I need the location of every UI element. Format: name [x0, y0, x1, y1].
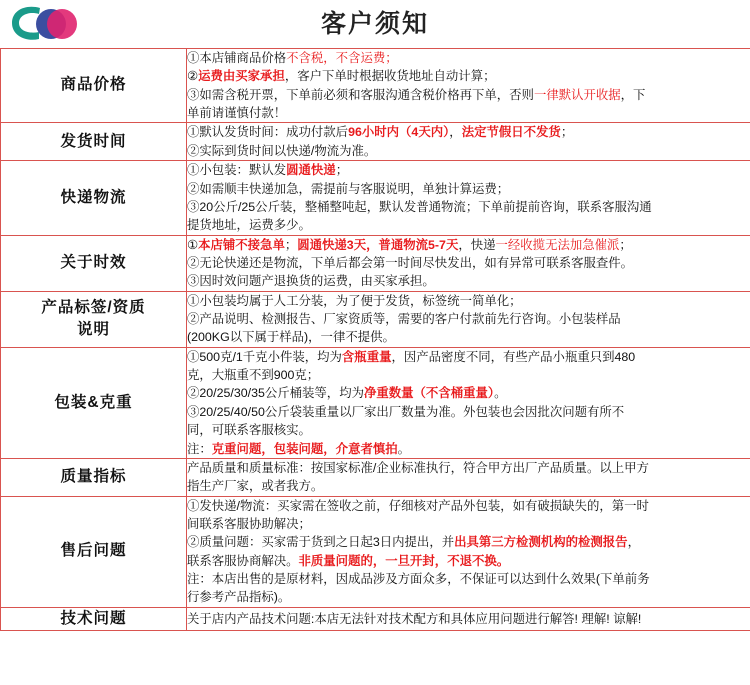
content-segment: 间联系客服协助解决； [187, 516, 311, 531]
content-segment: ②如需顺丰快递加急，需提前与客服说明，单独计算运费； [187, 181, 510, 196]
content-segment: 产品质量和质量标准：按国家标准/企业标准执行，符合甲方出厂产品质量。以上甲方 [187, 460, 649, 475]
content-segment: ， [627, 535, 640, 550]
content-segment: ①小包装：默认发 [187, 163, 287, 178]
content-line [187, 366, 750, 384]
content-segment: 一律默认开收据 [533, 87, 621, 102]
content-segment: ； [560, 125, 574, 140]
content-segment: 联系客服协商解决。 [187, 553, 299, 568]
content-segment: ②实际到货时间以快递/物流为准。 [187, 143, 377, 158]
content-segment: 法定节假日不发货 [461, 125, 561, 140]
row-content [187, 496, 750, 607]
content-segment: 运费由买家承担 [198, 69, 285, 84]
content-segment: ②质量问题：买家需于货到之日起3日内提出，并 [187, 535, 455, 550]
table-row [1, 123, 750, 161]
content-segment: 净重数量（不含桶重量） [363, 386, 495, 401]
row-label: 商品价格 [1, 49, 187, 123]
row-label: 质量指标 [1, 458, 187, 496]
row-label: 发货时间 [1, 123, 187, 161]
content-line [187, 384, 750, 402]
content-line [187, 570, 750, 588]
content-segment: 克重问题，包装问题，介意者慎拍 [211, 441, 398, 456]
row-content [187, 123, 750, 161]
content-segment: ，下 [620, 87, 646, 102]
content-segment: ①本店铺商品价格 [187, 51, 287, 65]
content-line [187, 67, 750, 85]
content-line [187, 86, 750, 104]
content-segment: 圆通快递 [286, 163, 336, 178]
content-segment: ③因时效问题产退换货的运费，由买家承担。 [187, 274, 435, 289]
content-segment: ③20公斤/25公斤装，整桶整吨起，默认发普通物流；下单前提前咨询，联系客服沟通 [187, 199, 652, 214]
content-line [187, 497, 750, 515]
content-segment: 出具第三方检测机构的检测报告 [454, 535, 628, 550]
content-segment: 单前请谨慎付款！ [187, 106, 287, 121]
table-row [1, 291, 750, 347]
content-line [187, 272, 750, 290]
table-row [1, 49, 750, 123]
row-content [187, 235, 750, 291]
table-row [1, 347, 750, 458]
content-segment: ， [449, 125, 462, 140]
content-segment: 行参考产品指标)。 [187, 590, 291, 605]
content-segment: 克，大瓶重不到900克； [187, 368, 320, 383]
content-segment: 指生产厂家，或者我方。 [187, 479, 324, 494]
content-line [187, 216, 750, 234]
content-segment: ； [335, 163, 349, 178]
content-line [187, 403, 750, 421]
content-line [187, 180, 750, 198]
content-segment: ，因产品密度不同，有些产品小瓶重只到480 [391, 349, 636, 364]
content-segment: 非质量问题的，一旦开封，不退不换。 [298, 553, 510, 568]
row-label: 售后问题 [1, 496, 187, 607]
content-line [187, 515, 750, 533]
table-row [1, 458, 750, 496]
content-segment: (200KG以下属于样品)，一律不提供。 [187, 330, 395, 345]
content-line [187, 477, 750, 495]
content-segment: 本店铺不接急单 [198, 237, 285, 252]
content-line [187, 254, 750, 272]
content-segment: 圆通快递3天，普通物流5-7天 [297, 237, 459, 252]
content-segment: ①默认发货时间：成功付款后 [187, 125, 349, 140]
content-segment: 一经收揽无法加急催派 [495, 237, 620, 252]
content-segment: 含瓶重量 [341, 349, 392, 364]
row-content [187, 607, 750, 630]
content-line [187, 588, 750, 606]
content-line [187, 292, 750, 310]
page-title: 客户须知 [320, 10, 429, 38]
row-content [187, 291, 750, 347]
content-segment: ①500克/1千克小件装，均为 [187, 349, 342, 364]
content-segment: ①小包装均属于人工分装，为了便于发货，标签统一简单化； [187, 293, 522, 308]
content-line [187, 533, 750, 551]
customer-notice-table [0, 48, 750, 631]
row-label: 快递物流 [1, 161, 187, 235]
notice-rows [1, 49, 750, 631]
table-row [1, 235, 750, 291]
content-segment: ，客户下单时根据收货地址自动计算； [284, 69, 496, 84]
row-label: 关于时效 [1, 235, 187, 291]
table-row [1, 161, 750, 235]
content-segment: ② [187, 69, 199, 84]
content-segment: 。 [494, 386, 507, 401]
content-segment: ； [619, 237, 632, 252]
row-label: 包装&克重 [1, 347, 187, 458]
content-line [187, 610, 750, 628]
content-line [187, 198, 750, 216]
content-line [187, 123, 750, 141]
content-segment: 96小时内（4天内） [348, 125, 450, 140]
content-segment: 注： [187, 441, 212, 456]
content-line [187, 310, 750, 328]
page-header [0, 0, 750, 48]
content-line [187, 440, 750, 458]
table-row [1, 607, 750, 630]
content-line [187, 161, 750, 179]
content-line [187, 142, 750, 160]
content-segment: ； [284, 237, 298, 252]
content-segment: 提货地址，运费多少。 [187, 218, 311, 233]
content-segment: 关于店内产品技术问题:本店无法针对技术配方和具体应用问题进行解答! 理解! 谅解! [187, 611, 642, 626]
content-segment: ，快递 [458, 237, 496, 252]
content-segment: 不含税，不含运费； [286, 51, 398, 65]
content-segment: ①发快递/物流：买家需在签收之前，仔细核对产品外包装，如有破损缺失的，第一时 [187, 498, 649, 513]
content-line [187, 236, 750, 254]
row-label: 产品标签/资质 说明 [1, 291, 187, 347]
content-segment: 同，可联系客服核实。 [187, 423, 311, 438]
content-segment: ③如需含税开票，下单前必须和客服沟通含税价格再下单，否则 [187, 87, 534, 102]
content-segment: ②20/25/30/35公斤桶装等，均为 [187, 386, 364, 401]
row-content [187, 347, 750, 458]
content-line [187, 49, 750, 67]
table-row [1, 496, 750, 607]
content-line [187, 104, 750, 122]
content-line [187, 348, 750, 366]
row-label: 技术问题 [1, 607, 187, 630]
content-segment: 。 [397, 441, 411, 456]
content-line [187, 328, 750, 346]
content-line [187, 421, 750, 439]
content-segment: ②无论快递还是物流，下单后都会第一时间尽快发出，如有异常可联系客服查件。 [187, 255, 634, 270]
content-segment: 注：本店出售的是原材料，因成品涉及方面众多，不保证可以达到什么效果(下单前务 [187, 572, 650, 587]
content-segment: ① [187, 237, 199, 252]
row-content [187, 458, 750, 496]
content-segment: ③20/25/40/50公斤袋装重量以厂家出厂数量为准。外包装也会因批次问题有所不 [187, 404, 625, 419]
content-segment: ②产品说明、检测报告、厂家资质等，需要的客户付款前先行咨询。小包装样品 [187, 312, 621, 327]
row-content [187, 49, 750, 123]
row-content [187, 161, 750, 235]
content-line [187, 459, 750, 477]
content-line [187, 552, 750, 570]
